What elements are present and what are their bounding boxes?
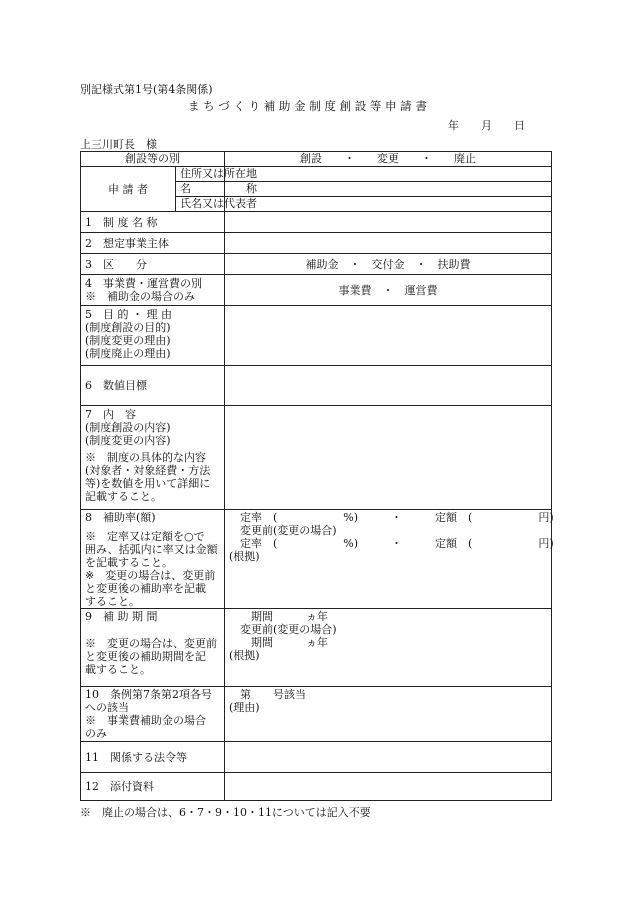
row-11-label: 11 関係する法令等 [81,742,225,773]
row-7-sub2: (制度変更の内容) [85,434,171,447]
sousetsu-options[interactable]: 創設 ・ 変更 ・ 廃止 [225,152,552,167]
form-title: ま ち づ く り 補 助 金 制 度 創 設 等 申 請 書 [188,99,427,113]
row-7-note: ※ 制度の具体的な内容 (対象者・対象経費・方法 等)を数値を用いて詳細に 記載すること。 [85,451,211,503]
address-field[interactable] [225,167,552,182]
row-4-title: 4 事業費・運営費の別 [85,277,202,290]
row-2-label: 2 想定事業主体 [81,233,225,254]
address-label: 住所又は所在地 [176,167,225,182]
row-9-note: ※ 変更の場合は、変更前 と変更後の補助期間を記 載すること。 [85,637,217,676]
row-8-label [81,510,225,609]
row-2-field[interactable] [225,233,552,254]
row-4-label [81,275,225,306]
row-1-field[interactable] [225,212,552,233]
row-7-field[interactable] [225,406,552,510]
applicant-label: 申 請 者 [81,167,176,212]
row-10-label: 10 条例第7条第2項各号 への該当 ※ 事業費補助金の場合 のみ [81,687,225,742]
row-8-title: 8 補助率(額) [85,511,156,524]
footer-note: ※ 廃止の場合は、6・7・9・10・11については記入不要 [80,806,371,819]
row-3-options[interactable]: 補助金 ・ 交付金 ・ 扶助費 [225,254,552,275]
row-8-rate-field[interactable]: 定率 ( %) ・ 定額 ( 円) 変更前(変更の場合) 定率 ( %) ・ 定額 ( 円) (根拠) [225,510,552,609]
row-9-title: 9 補 助 期 間 [85,610,158,623]
row-4-options[interactable]: 事業費 ・ 運営費 [225,275,552,306]
row-10-field[interactable]: 第 号該当 (理由) [225,687,552,742]
sousetsu-label: 創設等の別 [81,152,225,167]
name-field[interactable] [225,182,552,197]
form-number: 別記様式第1号(第4条関係) [80,83,213,96]
row-7-label [81,406,225,510]
row-7-sub1: (制度創設の内容) [85,421,171,434]
row-5-label [81,306,225,366]
row-12-field[interactable] [225,773,552,801]
row-4-note: ※ 補助金の場合のみ [85,290,195,303]
row-5-sub1: (制度創設の目的) [85,321,171,334]
representative-label: 氏名又は代表者 [176,197,225,212]
row-1-label: 1 制 度 名 称 [81,212,225,233]
representative-field[interactable] [225,197,552,212]
row-5-sub3: (制度廃止の理由) [85,347,171,360]
row-6-label: 6 数値目標 [81,366,225,406]
name-label: 名 称 [176,182,225,197]
row-5-title: 5 目 的 ・ 理 由 [85,308,172,321]
date-line: 年 月 日 [448,119,525,132]
row-5-field[interactable] [225,306,552,366]
row-8-note: ※ 定率又は定額を○で 囲み、括弧内に率又は金額 を記載すること。 ※ 変更の場合は、変更前 と変更後の補助率を記載 すること。 [85,530,218,608]
row-9-period-field[interactable]: 期間 ヵ年 変更前(変更の場合) 期間 ヵ年 (根拠) [225,609,552,687]
row-3-label: 3 区 分 [81,254,225,275]
application-form-table [80,151,552,801]
row-9-label [81,609,225,687]
row-5-sub2: (制度変更の理由) [85,334,171,347]
row-7-title: 7 内 容 [85,408,136,421]
row-12-label: 12 添付資料 [81,773,225,801]
row-11-field[interactable] [225,742,552,773]
addressee: 上三川町長 様 [80,138,157,151]
row-6-field[interactable] [225,366,552,406]
